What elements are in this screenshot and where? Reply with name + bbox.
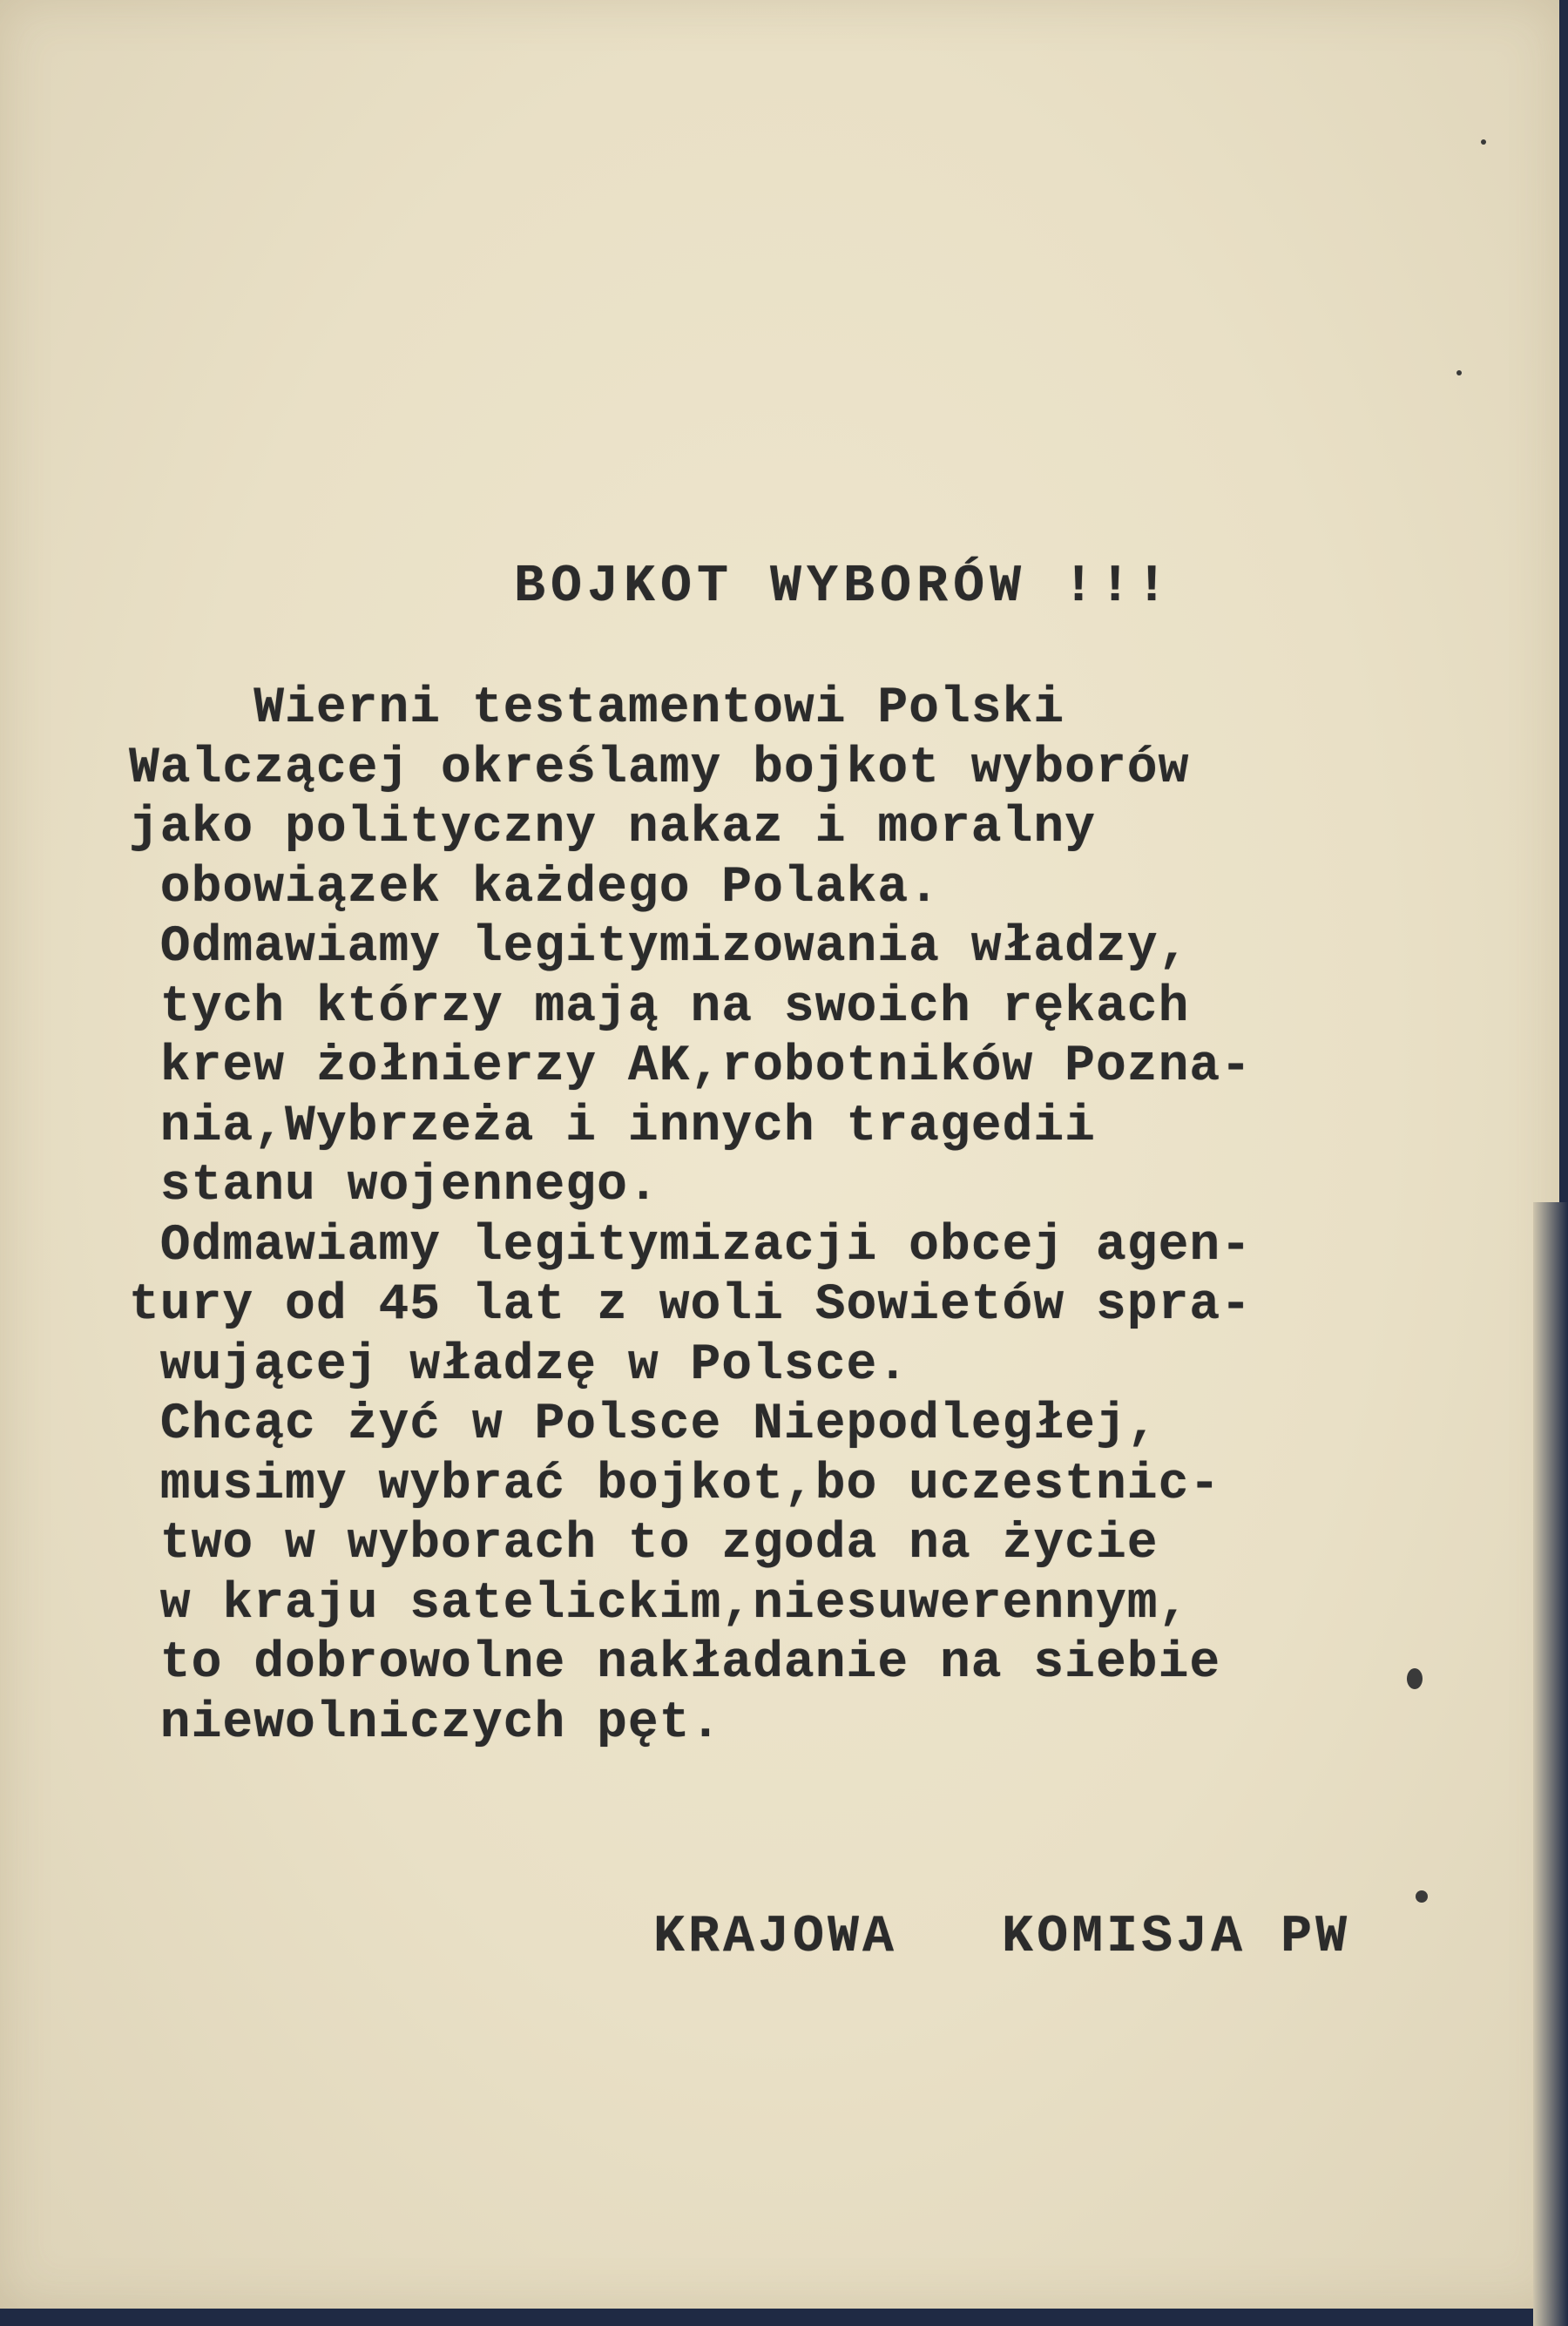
body-line: two w wyborach to zgoda na życie: [129, 1516, 1159, 1572]
body-line: w kraju satelickim,niesuwerennym,: [129, 1575, 1190, 1633]
ink-speck: [1407, 1668, 1423, 1689]
body-line: nia,Wybrzeża i innych tragedii: [129, 1098, 1096, 1155]
body-line: Chcąc żyć w Polsce Niepodległej,: [129, 1396, 1159, 1453]
body-line: musimy wybrać bojkot,bo uczestnic-: [129, 1456, 1221, 1513]
body-line: Walczącej określamy bojkot wyborów: [129, 740, 1190, 797]
body-line: wującej władzę w Polsce.: [129, 1336, 909, 1394]
body-line: niewolniczych pęt.: [129, 1694, 722, 1752]
body-line: Wierni testamentowi Polski: [129, 680, 1065, 737]
ink-speck: [1481, 139, 1486, 145]
ink-speck: [1456, 370, 1462, 375]
document-body: [129, 680, 1252, 1754]
body-line: krew żołnierzy AK,robotników Pozna-: [129, 1038, 1253, 1095]
body-line: tury od 45 lat z woli Sowietów spra-: [129, 1277, 1253, 1334]
body-line: to dobrowolne nakładanie na siebie: [129, 1635, 1221, 1692]
body-line: tych którzy mają na swoich rękach: [129, 978, 1190, 1036]
signature: KRAJOWA KOMISJA PW: [653, 1908, 1351, 1967]
body-line: Odmawiamy legitymizowania władzy,: [129, 919, 1190, 976]
document-title: BOJKOT WYBORÓW !!!: [514, 558, 1173, 617]
body-line: jako polityczny nakaz i moralny: [129, 800, 1096, 856]
body-line: Odmawiamy legitymizacji obcej agen-: [129, 1217, 1253, 1275]
background-edge: [1533, 1202, 1568, 2326]
body-line: stanu wojennego.: [129, 1158, 659, 1214]
body-line: obowiązek każdego Polaka.: [129, 859, 940, 916]
ink-speck: [1416, 1890, 1428, 1903]
